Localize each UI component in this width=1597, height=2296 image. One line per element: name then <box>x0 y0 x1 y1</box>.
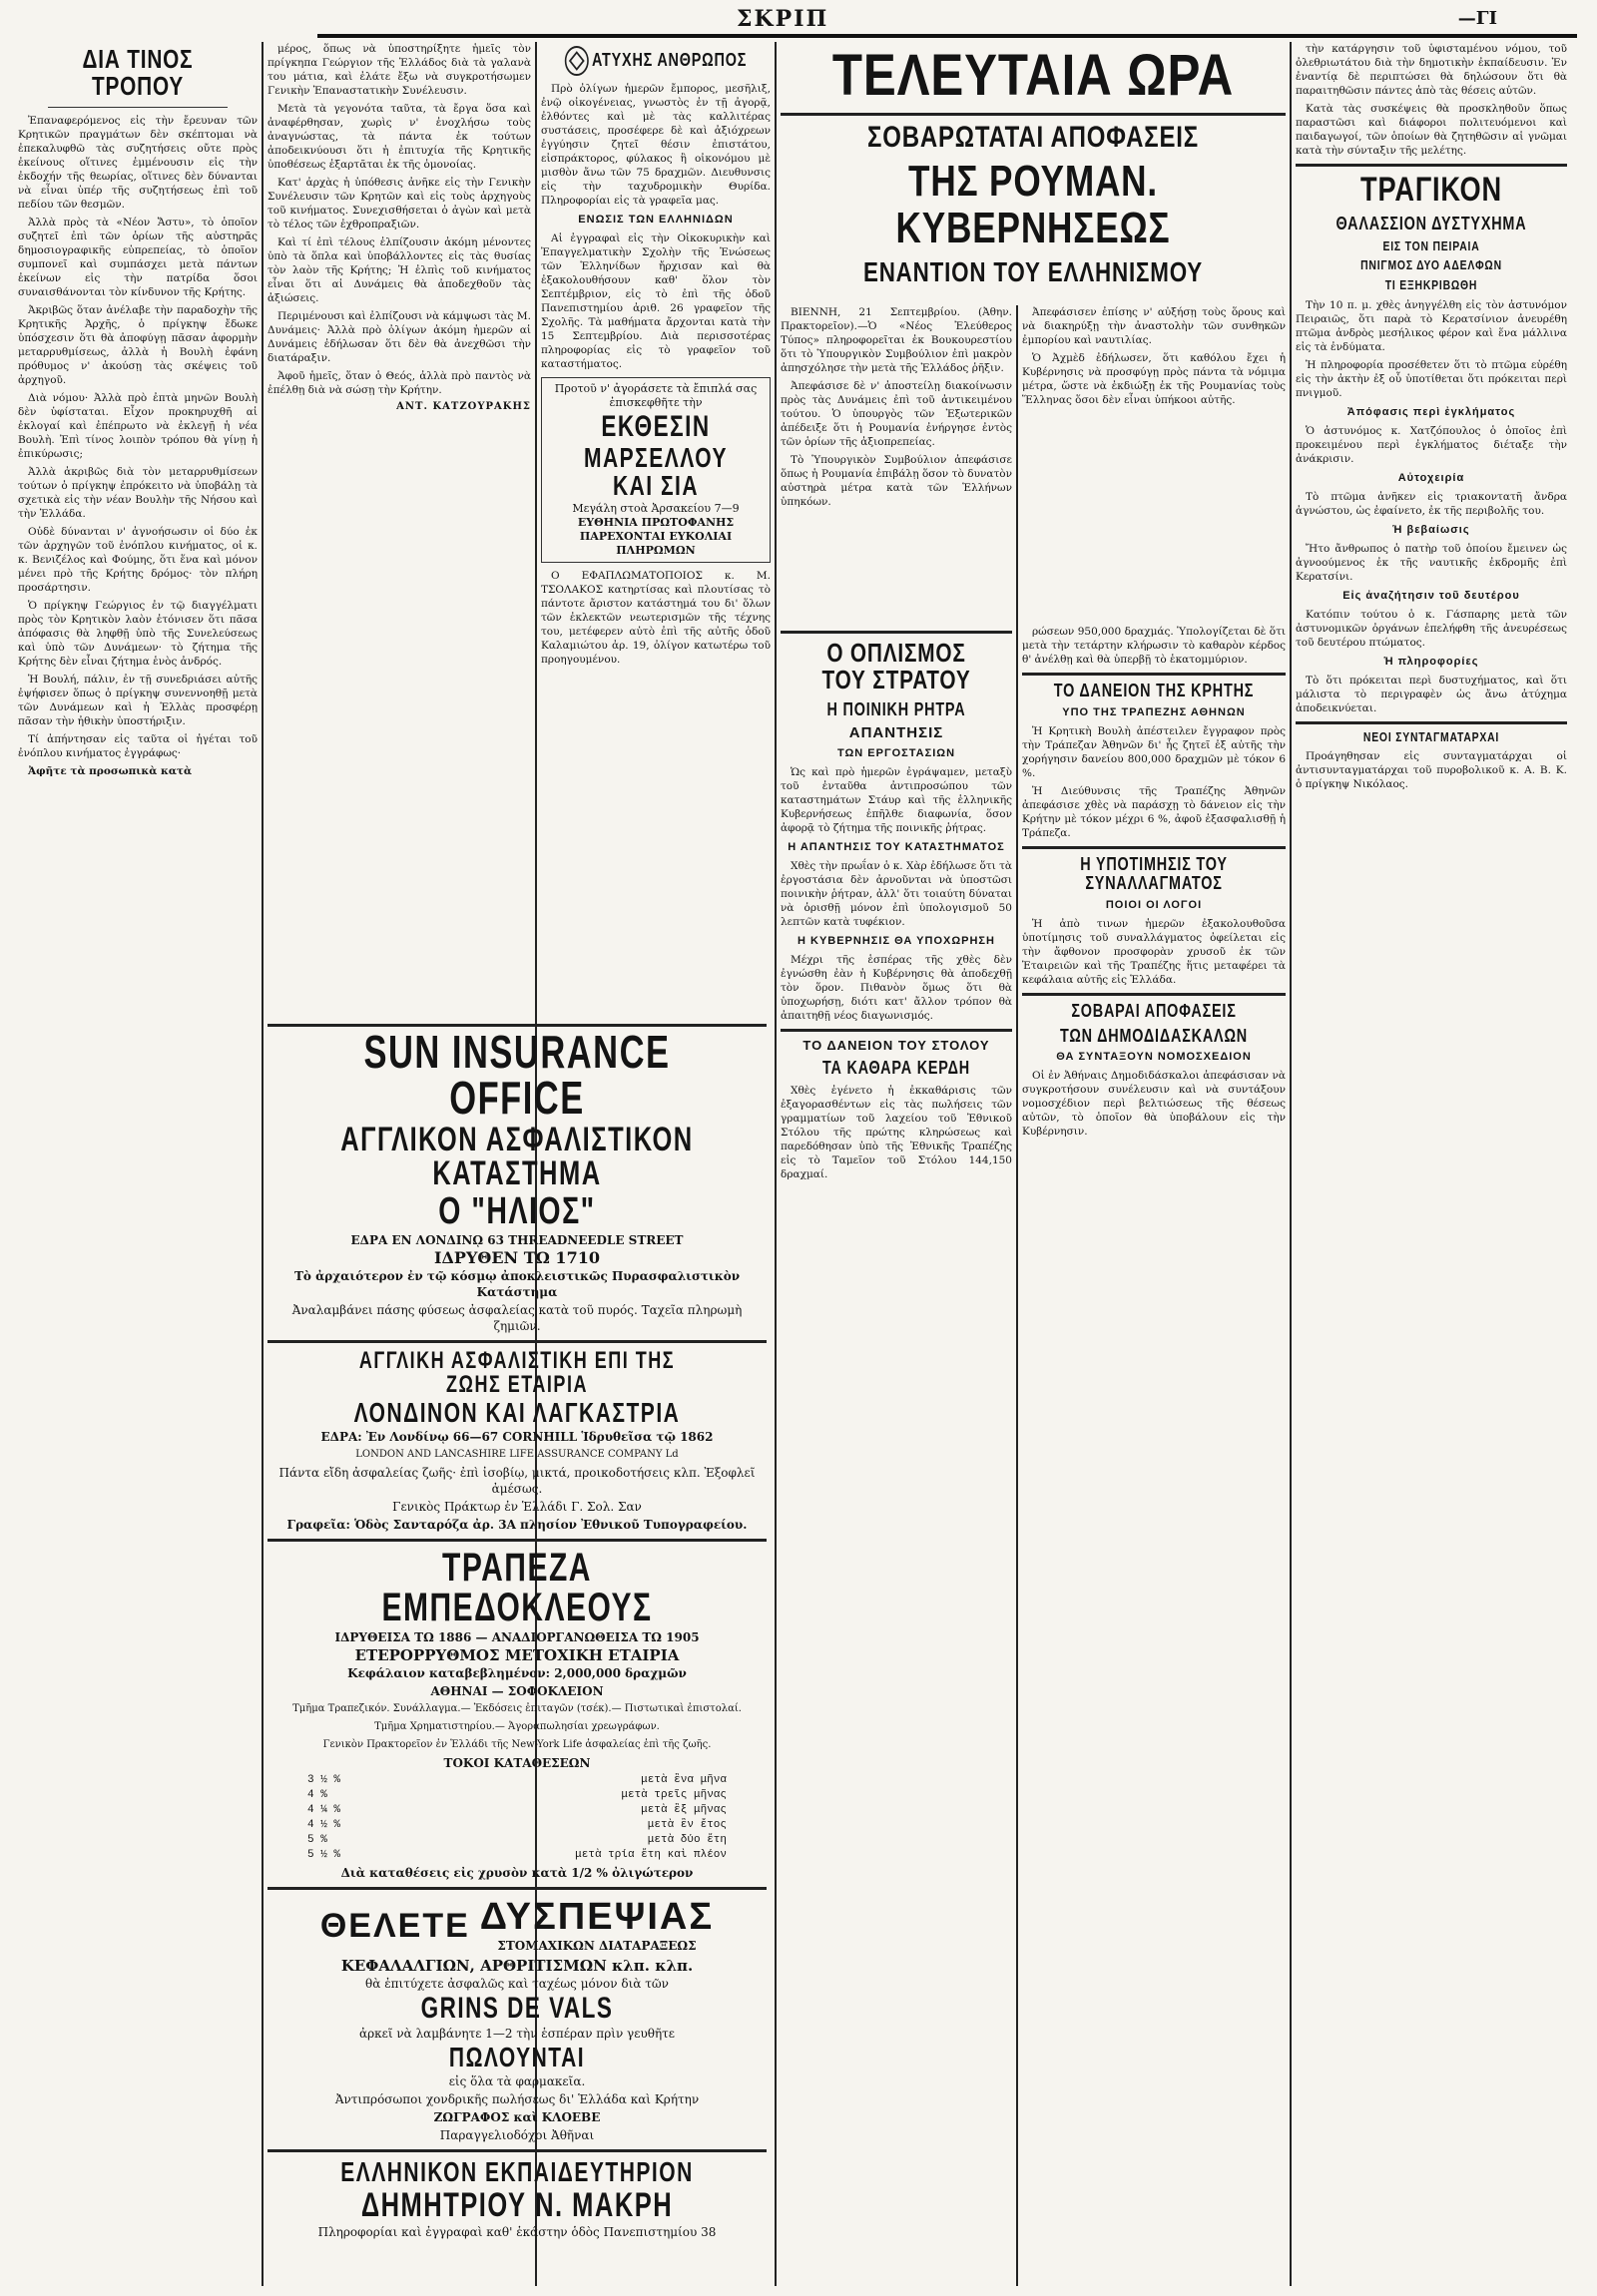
section-subhead: ΑΠΑΝΤΗΣΙΣ <box>848 724 944 742</box>
rate-row: 5 ½ % μετὰ τρία ἔτη καὶ πλέον <box>307 1849 727 1861</box>
section-subhead: ΥΠΟ ΤΗΣ ΤΡΑΠΕΖΗΣ ΑΘΗΝΩΝ <box>1062 705 1246 718</box>
section-subhead: Η ΚΥΒΕΡΝΗΣΙΣ ΘΑ ΥΠΟΧΩΡΗΣΗ <box>798 935 995 948</box>
divider <box>267 1887 767 1890</box>
life-ad-office: Γραφεῖα: Ὁδὸς Σανταρόζα ἀρ. 3Α πλησίον Ἐθνικοῦ Τυπογραφείου. <box>286 1518 748 1532</box>
spa-ad-sold: ΠΩΛΟΥΝΤΑΙ <box>448 2042 586 2072</box>
newspaper-page <box>18 6 1577 2286</box>
bank-ad-department: Τμῆμα Τραπεζικόν. Συνάλλαγμα.— Ἐκδόσεις ἐπιταγῶν (τσέκ).— Πιστωτικαὶ ἐπιστολαί. <box>292 1703 742 1714</box>
article-paragraph: Πρὸ ὀλίγων ἡμερῶν ἔμπορος, μεσῆλιξ, ἐνῷ οἰκογένειας, γνωστὸς ἐν τῇ ἀγορᾷ, ἐλθόντες καὶ μὲ τὰς καλλιτέρας συστάσεις, προσέφερε δὲ καὶ ἀξιόχρεων ἐγγύησιν ζητεῖ θέσιν ἐπιστάτου, εἰσπράκτορος, φύλακος ἢ οἰκονόμου μὲ μισθὸν ἄνω τῶν 75 δραχμῶν. Διευθυνσις εἰς τὴν ταχυδρομικὴν Θυρίδα. Πληροφορίαι εἰς τὰ γραφεῖα μας. <box>541 83 771 207</box>
bank-ad-address: ΑΘΗΝΑΙ — ΣΟΦΟΚΛΕΙΟΝ <box>430 1684 604 1698</box>
article-paragraph: Ἀπεφάσισε δὲ ν' ἀποστείλῃ διακοίνωσιν πρὸς τὰς Δυνάμεις ἐπὶ τοῦ ἀντικειμένου τούτου. Ὁ ὑπουργὸς τῶν Ἐξωτερικῶν ἀπέδειξε ὅτι ἡ Ρουμανία ἐνήργησε ἐντὸς τῶν ὁρίων τῆς ἀξιοπρεπείας. <box>781 380 1012 448</box>
spa-ad-agent-name: ΖΩΓΡΑΦΟΣ καὶ ΚΛΟΕΒΕ <box>433 2110 601 2124</box>
spa-ad-line: θὰ ἐπιτύχετε ἀσφαλῶς καὶ ταχέως μόνον διὰ τῶν <box>365 1977 669 1991</box>
life-ad-agent: Γενικὸς Πράκτωρ ἐν Ἑλλάδι Γ. Σολ. Σαν <box>392 1500 642 1514</box>
column-5-lower <box>1022 625 1286 2286</box>
article-paragraph: Οὐδὲ δύνανται ν' ἀγνοήσωσιν οἱ δύο ἐκ τῶν ἀρχηγῶν τοῦ ἐνόπλου κινήματος, οἱ κ. κ. Βενιζέλος καὶ Φούμης, ὅτι ἕνα καὶ μόνον μένει πρὸ τῆς Κρήτης δρόμος· τὸν πλήρη προσάρτησιν. <box>18 525 258 594</box>
section-subhead: Ἡ βεβαίωσις <box>1392 523 1470 536</box>
spa-ad-line: ΚΕΦΑΛΑΛΓΙΩΝ, ΑΡΘΡΙΤΙΣΜΩΝ κλπ. κλπ. <box>340 1957 694 1975</box>
column-1 <box>18 42 258 2286</box>
breaking-news-right <box>1022 305 1286 605</box>
section-subhead: Η ΑΠΑΝΤΗΣΙΣ ΤΟΥ ΚΑΤΑΣΤΗΜΑΤΟΣ <box>788 841 1005 854</box>
article-paragraph: Χθὲς ἐγένετο ἡ ἐκκαθάρισις τῶν ἐξαγορασθέντων εἰς τὰς πωλήσεις τῶν γραμματίων τοῦ λαχείου τοῦ Ἐθνικοῦ Στόλου τῆς πρώτης κληρώσεως καὶ παρεδόθησαν ὑπὸ τῆς Ἐθνικῆς Τραπέζης εἰς τὸ Ταμεῖον τοῦ Στόλου 144,150 δραχμαί. <box>781 1085 1012 1181</box>
section-subhead: Ἀπόφασις περὶ ἐγκλήματος <box>1346 405 1516 418</box>
article-paragraph: Ἡ Διεύθυνσις τῆς Τραπέζης Ἀθηνῶν ἀπεφάσισε χθὲς νὰ παράσχῃ τὸ δάνειον εἰς τὴν Κρήτην μὲ τόκον μέχρι 6 %, ἀφοῦ ἐξασφαλισθῇ ἡ Τράπεζα. <box>1022 784 1286 839</box>
article-headline: ΣΟΒΑΡΑΙ ΑΠΟΦΑΣΕΙΣ <box>1071 1000 1237 1021</box>
masthead <box>317 6 1577 38</box>
ad-title: ΕΚΘΕΣΙΝ <box>601 410 711 443</box>
spa-ad-agent-address: Παραγγελιοδόχοι Ἀθῆναι <box>439 2128 595 2142</box>
article-paragraph: Ἀφοῦ ἡμεῖς, ὅταν ὁ Θεός, ἀλλὰ πρὸ παντὸς νὰ ἐπέλθῃ διὰ νὰ σώσῃ τὴν Κρήτην. <box>267 370 531 396</box>
article-paragraph: Κατὰ τὰς συσκέψεις θὰ προσκληθοῦν ὅπως παραστῶσι καὶ διάφοροι πολιτευόμενοι καὶ παιδαγωγοί, τῶν ὁποίων θὰ ζητηθῶσιν αἱ γνῶμαι κατὰ τὴν σύνταξιν τῆς μελέτης. <box>1296 103 1567 157</box>
article-deck: ΤΑ ΚΑΘΑΡΑ ΚΕΡΔΗ <box>822 1058 970 1079</box>
article-paragraph: Ο ΕΦΑΠΛΩΜΑΤΟΠΟΙΟΣ κ. Μ. ΤΣΟΛΑΚΟΣ κατηρτίσας καὶ πλουτίσας τὸ πάντοτε ἄριστον κατάστημά του δι' ὅλων τῶν ἐκλεκτῶν νεωτερισμῶν τῆς τέχνης του, μετέφερεν αὐτὸ ἐπὶ τῆς αὐτῆς ὁδοῦ Καλαμιώτου ἀρ. 19, ὀλίγον κατωτέρω τοῦ προηγουμένου. <box>541 570 771 666</box>
article-paragraph: Μετὰ τὰ γεγονότα ταῦτα, τὰ ἔργα ὅσα καὶ ἀναφέρθησαν, χωρὶς ν' ἐνοχλήσω τοὺς ἀναγνώστας, τὰ πάντα ἐκ τούτων ἀποδεικνύουσι ὅτι ἡ ἐπιτυχία τῆς Κρητικῆς ὑποθέσεως ἐξαρτᾶται ἐκ τῆς ὁμονοίας. <box>267 103 531 171</box>
bank-rates-table <box>307 1773 727 1863</box>
column-2 <box>267 42 531 1030</box>
spa-ad-brand: GRINS DE VALS <box>420 1992 614 2025</box>
breaking-news-banner <box>781 42 1286 289</box>
ad-terms: ΠΑΡΕΧΟΝΤΑΙ ΕΥΚΟΛΙΑΙ ΠΛΗΡΩΜΩΝ <box>579 530 733 557</box>
article-paragraph: Τί ἀπήντησαν εἰς ταῦτα οἱ ἠγέται τοῦ ἐνόπλου κινήματος ἐγγράφως· <box>18 732 258 759</box>
divider <box>1296 721 1567 724</box>
article-paragraph: Τὸ Ὑπουργικὸν Συμβούλιον ἀπεφάσισε ὅπως ἡ Ρουμανία ἐπιβάλῃ ὅσον τὸ δυνατὸν αὐστηρὰ μέτρα κατὰ τῶν Ἑλλήνων ὑπηκόων. <box>781 454 1012 508</box>
banner-deck: ΤΗΣ ΡΟΥΜΑΝ. ΚΥΒΕΡΝΗΣΕΩΣ <box>895 157 1171 252</box>
divider <box>1022 673 1286 676</box>
article-headline: ΔΙΑ ΤΙΝΟΣ ΤΡΟΠΟΥ <box>82 44 194 102</box>
article-headline: ΤΡΑΓΙΚΟΝ <box>1360 171 1502 209</box>
article-paragraph: Ἡ Βουλή, πάλιν, ἐν τῇ συνεδριάσει αὐτῆς ἐψήφισεν ὅπως ὁ πρίγκηψ συνεννοηθῇ μετὰ τῶν Δυνάμεων καὶ ἡ Ἑλλὰς προσφέρῃ πᾶσαν τὴν ἠθικὴν ὑποστήριξιν. <box>18 673 258 727</box>
article-paragraph: μέρος, ὅπως νὰ ὑποστηρίξητε ἡμεῖς τὸν πρίγκηπα Γεώργιον τῆς Ἑλλάδος διὰ τὰ γαλανὰ του μάτια, καὶ ἐλάτε ἔξω νὰ συγκροτήσωμεν Γενικὴν Ἐπαναστατικὴν Συνέλευσιν. <box>267 43 531 97</box>
page-folio: —ΓΙ <box>1457 8 1497 29</box>
spa-ad-heads <box>480 1896 714 1956</box>
insurance-ad-founded: ΙΔΡΥΘΕΝ ΤΩ 1710 <box>434 1248 600 1267</box>
article-paragraph: Ἀπεφάσισεν ἐπίσης ν' αὐξήσῃ τοὺς ὅρους καὶ νὰ διακηρύξῃ τὴν ἀναστολὴν τῶν συνθηκῶν ἐμπορίου καὶ ναυτιλίας. <box>1022 306 1286 346</box>
insurance-ad-line: Τὸ ἀρχαιότερον ἐν τῷ κόσμῳ ἀποκλειστικῶς Πυρασφαλιστικὸν Κατάστημα <box>293 1269 741 1299</box>
article-headline: ΝΕΟΙ ΣΥΝΤΑΓΜΑΤΑΡΧΑΙ <box>1362 728 1500 744</box>
insurance-ad-name: Ο "ΗΛΙΟΣ" <box>438 1190 596 1232</box>
divider <box>48 107 228 108</box>
bank-ad-department: Τμῆμα Χρηματιστηρίου.— Ἀγοραπωλησίαι χρεωγράφων. <box>374 1721 660 1732</box>
article-paragraph: Χθὲς τὴν πρωΐαν ὁ κ. Χὰρ ἐδήλωσε ὅτι τὰ ἐργοστάσια δὲν ἀρνοῦνται νὰ ὑποστῶσι ποινικὴν ῥήτραν, ἀλλ' ὅτι τοιαύτη δύναται νὰ ὁρισθῇ μόνον ἐπὶ ὑπολογισμοῦ 50 λεπτῶν κατὰ τυφέκιον. <box>781 860 1012 929</box>
article-paragraph: Ὡς καὶ πρὸ ἡμερῶν ἐγράψαμεν, μεταξὺ τοῦ ἐνταῦθα ἀντιπροσώπου τῶν καταστημάτων Στάυρ καὶ τῆς ἑλληνικῆς Κυβερνήσεως ἐπῆλθε διαφωνία, ὅσον ἀφορᾷ τὸ ζήτημα τῆς ποινικῆς ῥήτρας. <box>781 766 1012 835</box>
article-paragraph: ρώσεων 950,000 δραχμάς. Ὑπολογίζεται δὲ ὅτι μετὰ τὴν τετάρτην κλήρωσιν τὸ καθαρὸν κέρδος θ' ἀνέλθῃ καὶ θὰ ὑπερβῇ τὸ ἑκατομμύριον. <box>1022 626 1286 666</box>
column-rule <box>1290 42 1292 2286</box>
article-deck: Η ΠΟΙΝΙΚΗ ΡΗΤΡΑ <box>826 698 966 719</box>
bank-ad-title: ΤΡΑΠΕΖΑ ΕΜΠΕΔΟΚΛΕΟΥΣ <box>381 1546 653 1629</box>
life-ad-english: LONDON AND LANCASHIRE LIFE ASSURANCE COMPANY Ld <box>355 1449 679 1460</box>
section-subhead: Ἡ πληροφορίες <box>1383 655 1479 668</box>
article-headline: ΤΟ ΔΑΝΕΙΟΝ ΤΗΣ ΚΡΗΤΗΣ <box>1053 681 1255 700</box>
rate-row: 3 ½ % μετὰ ἓνα μῆνα <box>307 1774 727 1786</box>
divider <box>267 1539 767 1542</box>
article-paragraph: τὴν κατάργησιν τοῦ ὑφισταμένου νόμου, τοῦ ὀλεθριωτάτου διὰ τὴν δημοτικὴν ἐκπαίδευσιν. Ἐν ἐναντίᾳ δὲ περιπτώσει θὰ δηλώσουν ὅτι θὰ παραιτηθῶσιν πάντες ἀπὸ τὰς θέσεις αὐτῶν. <box>1296 43 1567 97</box>
article-headline: ΑΤΥΧΗΣ ΑΝΘΡΩΠΟΣ <box>564 46 748 76</box>
column-rule <box>775 42 777 2286</box>
divider <box>1022 993 1286 996</box>
spa-ad-header <box>267 1896 767 1956</box>
column-rule <box>262 42 264 2286</box>
article-headline: Η ΥΠΟΤΙΜΗΣΙΣ ΤΟΥ ΣΥΝΑΛΛΑΓΜΑΤΟΣ <box>1080 853 1228 893</box>
section-subhead: ΘΑ ΣΥΝΤΑΞΟΥΝ ΝΟΜΟΣΧΕΔΙΟΝ <box>1056 1051 1252 1064</box>
article-paragraph: Ἐπαναφερόμενος εἰς τὴν ἔρευναν τῶν Κρητικῶν πραγμάτων δὲν σκέπτομαι νὰ ἐπεκαλυφθῶ τὰς συζητήσεις οὔτε πρὸς ἐκείνους οἵτινες ἐμμένουσιν εἰς τὴν ἐκδοχήν τῆς θεωρίας, οἵτινες δὲν δύνανται νὰ εἶναι ὑπέρ τῆς συζητήσεως ἐπὶ τοῦ πεδίου τῶν θεσμῶν. <box>18 114 258 211</box>
bank-ad-type: ΕΤΕΡΟΡΡΥΘΜΟΣ ΜΕΤΟΧΙΚΗ ΕΤΑΙΡΙΑ <box>354 1646 680 1664</box>
furniture-advertisement <box>541 377 771 563</box>
ad-line: ΕΥΘΗΝΙΑ ΠΡΩΤΟΦΑΝΗΣ <box>577 516 735 529</box>
article-deck: ΘΑΛΑΣΣΙΟΝ ΔΥΣΤΥΧΗΜΑ <box>1335 213 1527 233</box>
article-paragraph: Ἡ πληροφορία προσέθετεν ὅτι τὸ πτῶμα εὑρέθη εἰς τὴν ἀκτὴν ἐξ οὗ ὑποτίθεται ὅτι πρόκειται περὶ πνιγμοῦ. <box>1296 358 1567 399</box>
rate-row: 4 ½ % μετὰ ἓν ἔτος <box>307 1819 727 1831</box>
ad-address: Μεγάλη στοὰ Ἀρσακείου 7—9 <box>572 502 740 515</box>
article-paragraph: Ἡ Κρητικὴ Βουλὴ ἀπέστειλεν ἔγγραφον πρὸς τὴν Τράπεζαν Ἀθηνῶν δι' ἧς ζητεῖ ἐξ αὐτῆς τὴν χορήγησιν δανείου 800,000 δραχμῶν μὲ τόκον 6 %. <box>1022 724 1286 779</box>
bank-ad-department: Γενικὸν Πρακτορεῖον ἐν Ἑλλάδι τῆς New-York Life ἀσφαλείας ἐπὶ τῆς ζωῆς. <box>322 1739 712 1750</box>
article-paragraph: Ἤτο ἄνθρωπος ὁ πατὴρ τοῦ ὁποίου ἔμεινεν ὡς ἀγνοούμενος ἐκ τῆς ναυτικῆς ἐκδρομῆς ἐπὶ Κερατσίνι. <box>1296 542 1567 583</box>
spa-ad-lead: ΘΕΛΕΤΕ <box>319 1907 470 1945</box>
article-paragraph: Οἱ ἐν Ἀθήναις Δημοδιδάσκαλοι ἀπεφάσισαν νὰ συγκροτήσουν συνέλευσιν καὶ νὰ συντάξουν νομοσχέδιον περὶ βελτιώσεως τῆς θέσεως αὐτῶν, τὸ ὁποῖον θὰ ὑποβάλουν εἰς τὴν Κυβέρνησιν. <box>1022 1070 1286 1139</box>
rate-row: 4 ¼ % μετὰ ἓξ μῆνας <box>307 1804 727 1816</box>
section-subhead: Εἰς ἀναζήτησιν τοῦ δευτέρου <box>1342 589 1520 602</box>
divider <box>267 2149 767 2152</box>
article-paragraph: Ἀκριβῶς ὅταν ἀνέλαβε τὴν παραδοχὴν τῆς Κρητικῆς Ἀρχῆς, ὁ πρίγκηψ ἔδωκε ὑπόσχεσιν ὅτι θὰ ἀποφύγῃ πᾶσαν ἀφορμὴν μεταρρυθμίσεως, ἀλλὰ ἡ Βουλὴ ἐφάνη πρόθυμος ν' ἀκούσῃ τὰς σκέψεις τοῦ ἀρχηγοῦ. <box>18 303 258 386</box>
column-6 <box>1296 42 1567 2286</box>
ad-lead: Προτοῦ ν' ἀγοράσετε τὰ ἔπιπλά σας ἐπισκεφθῆτε τὴν <box>554 382 758 409</box>
banner-deck: ΣΟΒΑΡΩΤΑΤΑΙ ΑΠΟΦΑΣΕΙΣ <box>867 120 1199 154</box>
divider <box>267 1340 767 1343</box>
article-paragraph: Κατόπιν τούτου ὁ κ. Γάσπαρης μετὰ τῶν ἀστυνομικῶν ὀργάνων ἐπελήφθη τῆς ἀνευρέσεως τοῦ δευτέρου πτώματος. <box>1296 608 1567 649</box>
bank-rates-note: Διὰ καταθέσεις εἰς χρυσὸν κατὰ 1/2 % ὀλιγώτερον <box>340 1866 694 1880</box>
rate-row: 5 % μετὰ δύο ἔτη <box>307 1834 727 1846</box>
article-deck: ΕΙΣ ΤΟΝ ΠΕΙΡΑΙΑ <box>1382 237 1480 253</box>
spa-ad-line: εἰς ὅλα τὰ φαρμακεῖα. <box>448 2074 586 2088</box>
article-paragraph: Ὁ ἀστυνόμος κ. Χατζόπουλος ὁ ὁποῖος ἐπὶ προκειμένου περὶ ἐγκλήματος διέταξε τὴν ἀνάκρισιν. <box>1296 424 1567 465</box>
article-paragraph: Τὸ πτῶμα ἀνῆκεν εἰς τριακοντατῆ ἄνδρα ἀγνώστου, ὡς ἐφαίνετο, ἐκ τῆς περιβολῆς του. <box>1296 490 1567 517</box>
section-subhead: ΕΝΩΣΙΣ ΤΩΝ ΕΛΛΗΝΙΔΩΝ <box>578 214 734 226</box>
bank-ad-capital: Κεφάλαιον καταβεβλημένον: 2,000,000 δραχμῶν <box>347 1666 687 1680</box>
spa-ad-title: ΔΥΣΠΕΨΙΑΣ <box>479 1896 715 1938</box>
article-paragraph: Τὴν 10 π. μ. χθὲς ἀνηγγέλθη εἰς τὸν ἀστυνόμον Πειραιῶς, ὅτι παρὰ τὸ Κερατσίνιον ἀνευρέθη πτῶμα ἀνδρὸς μεσήλικος φέρον καὶ ἕνα μάλλινα εἰς τὰ ἐνδύματα. <box>1296 298 1567 353</box>
column-3 <box>541 42 771 1030</box>
article-paragraph: Ὁ πρίγκηψ Γεώργιος ἐν τῷ διαγγέλματι πρὸς τὸν Κρητικὸν λαὸν ἐτόνισεν ὅτι πᾶσα ἀπόφασις θὰ ληφθῇ ὑπὸ τῆς Συνελεύσεως καὶ ὑπὸ τῶν Δυνάμεων· τὸ ζήτημα τῆς Κρήτης δὲν εἶναι ζήτημα ἑνὸς ἀνδρός. <box>18 599 258 668</box>
column-4-lower <box>781 625 1012 2286</box>
section-subhead: Αὐτοχειρία <box>1397 471 1465 484</box>
advertisements-block <box>267 1024 767 2286</box>
banner-deck: ΕΝΑΝΤΙΟΝ ΤΟΥ ΕΛΛΗΝΙΣΜΟΥ <box>862 255 1204 287</box>
emblem-icon <box>565 46 589 76</box>
bank-ad-founded: ΙΔΡΥΘΕΙΣΑ ΤΩ 1886 — ΑΝΑΔΙΟΡΓΑΝΩΘΕΙΣΑ ΤΩ 1905 <box>334 1630 700 1644</box>
article-paragraph: Ἀφῆτε τὰ προσωπικὰ κατὰ <box>28 764 193 777</box>
school-ad-name: ΔΗΜΗΤΡΙΟΥ Ν. ΜΑΚΡΗ <box>360 2186 674 2224</box>
divider <box>781 631 1012 634</box>
article-paragraph: Τὸ ὅτι πρόκειται περὶ δυστυχήματος, καὶ ὅτι μάλιστα τὸ περιγραφὲν ὡς ἄνω ἀτύχημα ἀποδεικνύεται. <box>1296 674 1567 714</box>
banner-title: ΤΕΛΕΥΤΑΙΑ ΩΡΑ <box>831 43 1235 108</box>
article-paragraph: Ὁ Ἀχμὲδ ἐδήλωσεν, ὅτι καθόλου ἔχει ἡ Κυβέρνησις νὰ προσφύγῃ πρὸς πάντα τὰ νόμιμα μέτρα, ὥστε νὰ ἐκδιώξῃ ἐκ τῆς Ρουμανίας τοὺς Ἕλληνας ὅσοι δὲν εἶναι ὑπήκοοι αὐτῆς. <box>1022 352 1286 406</box>
article-paragraph: Περιμένουσι καὶ ἐλπίζουσι νὰ κάμψωσι τὰς Μ. Δυνάμεις· Ἀλλὰ πρὸ ὀλίγων ἀκόμη ἡμερῶν αἱ Δυνάμεις ἐδήλωσαν ὅτι δὲν θὰ ἀνεχθῶσι τὴν διατάραξιν. <box>267 310 531 364</box>
insurance-ad-address: ΕΔΡΑ ΕΝ ΛΟΝΔΙΝῼ 63 THREADNEEDLE STREET <box>350 1233 684 1247</box>
article-paragraph: Διὰ νόμου· Ἀλλὰ πρὸ ἐπτὰ μηνῶν Βουλὴ δὲν ὑφίσταται. Εἶχον προκηρυχθῆ αἱ ἐκλογαί καὶ ἐπέπρωτο νὰ ἐκλεγῇ ἡ νέα Βουλὴ. Ἐπὶ τίνος λοιπὸν τρόπου θὰ γίνῃ ἡ ἐπικύρωσις; <box>18 391 258 460</box>
section-subhead: ΤΩΝ ΕΡΓΟΣΤΑΣΙΩΝ <box>836 747 956 760</box>
divider <box>781 1029 1012 1032</box>
article-paragraph: Ἀλλὰ ἀκριβῶς διὰ τὸν μεταρρυθμίσεων τούτων ὁ πρίγκηψ ἐπρόκειτο νὰ ὑποβάλῃ τὰ σχετικὰ εἰς τὴν νέαν Βουλὴν τῆς Νήσου καὶ τὴν Ἑλλάδα. <box>18 465 258 520</box>
article-paragraph: ΒΙΕΝΝΗ, 21 Σεπτεμβρίου. (Ἀθην. Πρακτορεῖον).—Ὁ «Νέος Ἐλεύθερος Τύπος» πληροφορεῖται ἐκ Βουκουρεστίου ὅτι τὸ Ὑπουργικὸν Συμβούλιον ἐπὶ μακρὸν ἀπησχόλησε τὴν μετὰ τῆς Ἑλλάδος ῥῆξιν. <box>781 306 1012 374</box>
rate-row: 4 % μετὰ τρεῖς μῆνας <box>307 1789 727 1801</box>
spa-ad-subtitle: ΣΤΟΜΑΧΙΚΩΝ ΔΙΑΤΑΡΑΞΕΩΣ <box>497 1939 697 1953</box>
bank-rates-title: ΤΟΚΟΙ ΚΑΤΑΘΕΣΕΩΝ <box>443 1756 591 1770</box>
article-paragraph: Ἀλλὰ πρὸς τὰ «Νέον Ἄστυ», τὸ ὁποῖον συζητεῖ ἐπὶ τῶν ὁρίων τῆς αὐστηρᾶς δημοσιογραφικῆς εὐπρεπείας, τὸ ὁποῖον συμπονεῖ καὶ συμπάσχει μετὰ πάντων ἐκείνων εἰς τὴν πατρίδα ὅσοι συναισθάνονται τὸν κίνδυνον τῆς Κρήτης. <box>18 216 258 298</box>
life-ad-line: Πάντα εἴδη ἀσφαλείας ζωῆς· ἐπὶ ἰσοβίῳ, μικτά, προικοδοτήσεις κλπ. Ἐξοφλεῖ ἀμέσως. <box>278 1466 756 1496</box>
life-ad-title: ΑΓΓΛΙΚΗ ΑΣΦΑΛΙΣΤΙΚΗ ΕΠΙ ΤΗΣ ΖΩΗΣ ΕΤΑΙΡΙΑ <box>358 1347 676 1398</box>
divider <box>1022 846 1286 849</box>
author-signature: ΑΝΤ. ΚΑΤΖΟΥΡΑΚΗΣ <box>396 401 531 412</box>
newspaper-name: ΣΚΡΙΠ <box>737 6 829 32</box>
article-paragraph: Αἱ ἐγγραφαὶ εἰς τὴν Οἰκοκυρικὴν καὶ Ἐπαγγελματικὴν Σχολὴν τῆς Ἑνώσεως τῶν Ἑλληνίδων ἤρχισαν καὶ θὰ ἐξακολουθήσουν καθ' ὅλον τὸν Σεπτέμβριον, εἰς τὸ ἐπὶ τῆς ὁδοῦ Πανεπιστημίου ἀριθ. 26 γραφεῖον τῆς Σχολῆς. Τὰ μαθήματα ἄρχονται κατὰ τὴν 15 Σεπτεμβρίου. Διὰ περισσοτέρας πληροφορίας εἰς τὸ γραφεῖον τοῦ καταστήματος. <box>541 232 771 370</box>
spa-ad-agent: Ἀντιπρόσωποι χονδρικῆς πωλήσεως δι' Ἑλλάδα καὶ Κρήτην <box>334 2092 700 2106</box>
article-headline: Ο ΟΠΛΙΣΜΟΣ ΤΟΥ ΣΤΡΑΤΟΥ <box>821 638 971 695</box>
divider <box>781 113 1286 116</box>
breaking-news-left <box>781 305 1012 605</box>
section-subhead: ΤΟ ΔΑΝΕΙΟΝ ΤΟΥ ΣΤΟΛΟΥ <box>802 1038 990 1054</box>
school-ad-title: ΕΛΛΗΝΙΚΟΝ ΕΚΠΑΙΔΕΥΤΗΡΙΟΝ <box>340 2156 694 2187</box>
life-ad-address: ΕΔΡΑ: Ἐν Λονδίνῳ 66—67 CORNHILL Ἱδρυθεῖσα τῷ 1862 <box>320 1430 714 1444</box>
article-deck: ΠΝΙΓΜΟΣ ΔΥΟ ΑΔΕΛΦΩΝ <box>1360 257 1502 273</box>
life-ad-name: ΛΟΝΔΙΝΟΝ ΚΑΙ ΛΑΓΚΑΣΤΡΙΑ <box>353 1397 681 1428</box>
column-rule <box>1016 305 1018 2286</box>
article-paragraph: Μέχρι τῆς ἑσπέρας τῆς χθὲς δὲν ἐγνώσθη ἐὰν ἡ Κυβέρνησις θὰ ἀποδεχθῇ τὸν ὅρον. Πιθανὸν ὅμως ὅτι θὰ ὑποχωρήσῃ, διότι κατ' ἄλλον τρόπον θὰ ἀπαιτηθῇ νέος διαγωνισμός. <box>781 954 1012 1023</box>
article-paragraph: Ἡ ἀπὸ τινων ἡμερῶν ἐξακολουθοῦσα ὑποτίμησις τοῦ συναλλάγματος ὀφείλεται εἰς τὴν ἄφθονον προσφορὰν χρυσοῦ ἐκ τῶν Ἑταιρειῶν καὶ τῆς Τραπέζης ἥτις μεταφέρει τὰ κεφάλαια αὐτῆς εἰς Ἑλλάδα. <box>1022 917 1286 986</box>
article-deck: ΤΩΝ ΔΗΜΟΔΙΔΑΣΚΑΛΩΝ <box>1060 1025 1248 1046</box>
article-paragraph: Προάγηθησαν εἰς συνταγματάρχαι οἱ ἀντισυνταγματάρχαι τοῦ πυροβολικοῦ κ. Α. Β. Κ. ὁ πρίγκηψ Νικόλαος. <box>1296 750 1567 791</box>
article-deck: ΤΙ ΕΞΗΚΡΙΒΩΘΗ <box>1384 276 1478 292</box>
insurance-ad-title: SUN INSURANCE OFFICE <box>363 1026 671 1124</box>
school-ad-line: Πληροφορίαι καὶ ἐγγραφαὶ καθ' ἑκάστην ὁδὸς Πανεπιστημίου 38 <box>317 2225 717 2239</box>
section-subhead: ΠΟΙΟΙ ΟΙ ΛΟΓΟΙ <box>1105 898 1203 911</box>
insurance-ad-subtitle: ΑΓΓΛΙΚΟΝ ΑΣΦΑΛΙΣΤΙΚΟΝ ΚΑΤΑΣΤΗΜΑ <box>340 1121 694 1192</box>
article-paragraph: Καὶ τί ἐπὶ τέλους ἐλπίζουσιν ἀκόμη μένοντες ὑπὸ τὰ ὅπλα καὶ ὑποβάλλοντες εἰς τὰς θυσίας τὸν λαὸν τῆς Κρήτης; Ἡ ἐλπὶς τοῦ κινήματος εἶναι ὅτι αἱ Δυνάμεις θὰ ἀποδεχθοῦν τὰς ἀξιώσεις. <box>267 236 531 304</box>
spa-ad-line: ἀρκεῖ νὰ λαμβάνητε 1—2 τὴν ἑσπέραν πρὶν γευθῆτε <box>358 2027 676 2041</box>
divider <box>1296 164 1567 167</box>
insurance-ad-line: Ἀναλαμβάνει πάσης φύσεως ἀσφαλείας κατὰ τοῦ πυρός. Ταχεῖα πληρωμὴ ζημιῶν. <box>291 1303 743 1333</box>
article-paragraph: Κατ' ἀρχὰς ἡ ὑπόθεσις ἀνῆκε εἰς τὴν Γενικὴν Συνέλευσιν τῶν Κρητῶν καὶ εἰς τοὺς ἀρχηγοὺς τοῦ κινήματος. Συνεχισθήσεται ὁ ἀγὼν καὶ μετὰ τὸ τέλος τῶν ἐχθροπραξιῶν. <box>267 177 531 230</box>
ad-company: ΜΑΡΣΕΛΛΟΥ ΚΑΙ ΣΙΑ <box>584 442 728 501</box>
